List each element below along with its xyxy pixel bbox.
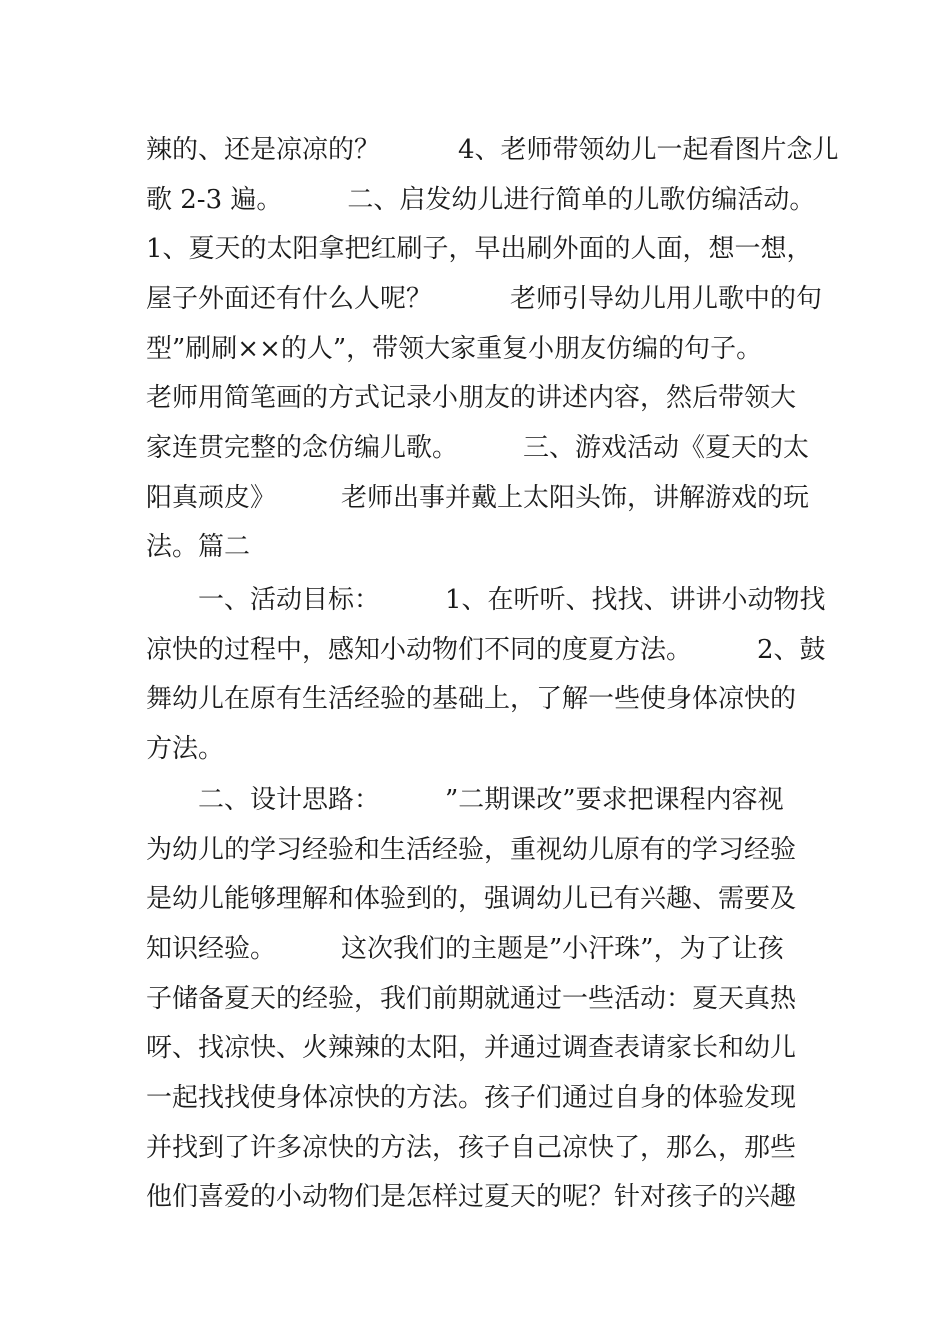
text-line: 为幼儿的学习经验和生活经验，重视幼儿原有的学习经验	[146, 835, 797, 865]
text-line: 歌 2-3 遍。 二、启发幼儿进行简单的儿歌仿编活动。	[146, 185, 816, 215]
text-line: 他们喜爱的小动物们是怎样过夏天的呢？针对孩子的兴趣	[146, 1182, 797, 1212]
text-line: 老师用简笔画的方式记录小朋友的讲述内容，然后带领大	[146, 383, 797, 413]
text-line: 舞幼儿在原有生活经验的基础上，了解一些使身体凉快的	[146, 684, 797, 714]
text-line: 知识经验。 这次我们的主题是”小汗珠”，为了让孩	[146, 934, 784, 964]
text-line: 1、夏天的太阳拿把红刷子，早出刷外面的人面，想一想，	[146, 234, 813, 264]
text-line: 凉快的过程中，感知小动物们不同的度夏方法。 2、鼓	[146, 635, 826, 665]
text-line: 屋子外面还有什么人呢？ 老师引导幼儿用儿歌中的句	[146, 284, 823, 314]
text-line: 子储备夏天的经验，我们前期就通过一些活动：夏天真热	[146, 984, 797, 1014]
text-line: 型”刷刷××的人”，带领大家重复小朋友仿编的句子。	[146, 334, 763, 364]
text-line: 呀、找凉快、火辣辣的太阳，并通过调查表请家长和幼儿	[146, 1033, 797, 1063]
text-line: 方法。	[146, 734, 225, 764]
text-line: 二、设计思路： ”二期课改”要求把课程内容视	[146, 785, 784, 815]
text-line: 阳真顽皮》 老师出事并戴上太阳头饰，讲解游戏的玩	[146, 483, 810, 513]
text-line: 并找到了许多凉快的方法，孩子自己凉快了，那么，那些	[146, 1133, 797, 1163]
text-line: 辣的、还是凉凉的？ 4、老师带领幼儿一起看图片念儿	[146, 135, 839, 165]
text-line: 家连贯完整的念仿编儿歌。 三、游戏活动《夏天的太	[146, 433, 810, 463]
text-line: 是幼儿能够理解和体验到的，强调幼儿已有兴趣、需要及	[146, 884, 797, 914]
text-line: 一、活动目标： 1、在听听、找找、讲讲小动物找	[146, 585, 826, 615]
text-line: 一起找找使身体凉快的方法。孩子们通过自身的体验发现	[146, 1083, 797, 1113]
text-line: 法。篇二	[146, 532, 251, 562]
